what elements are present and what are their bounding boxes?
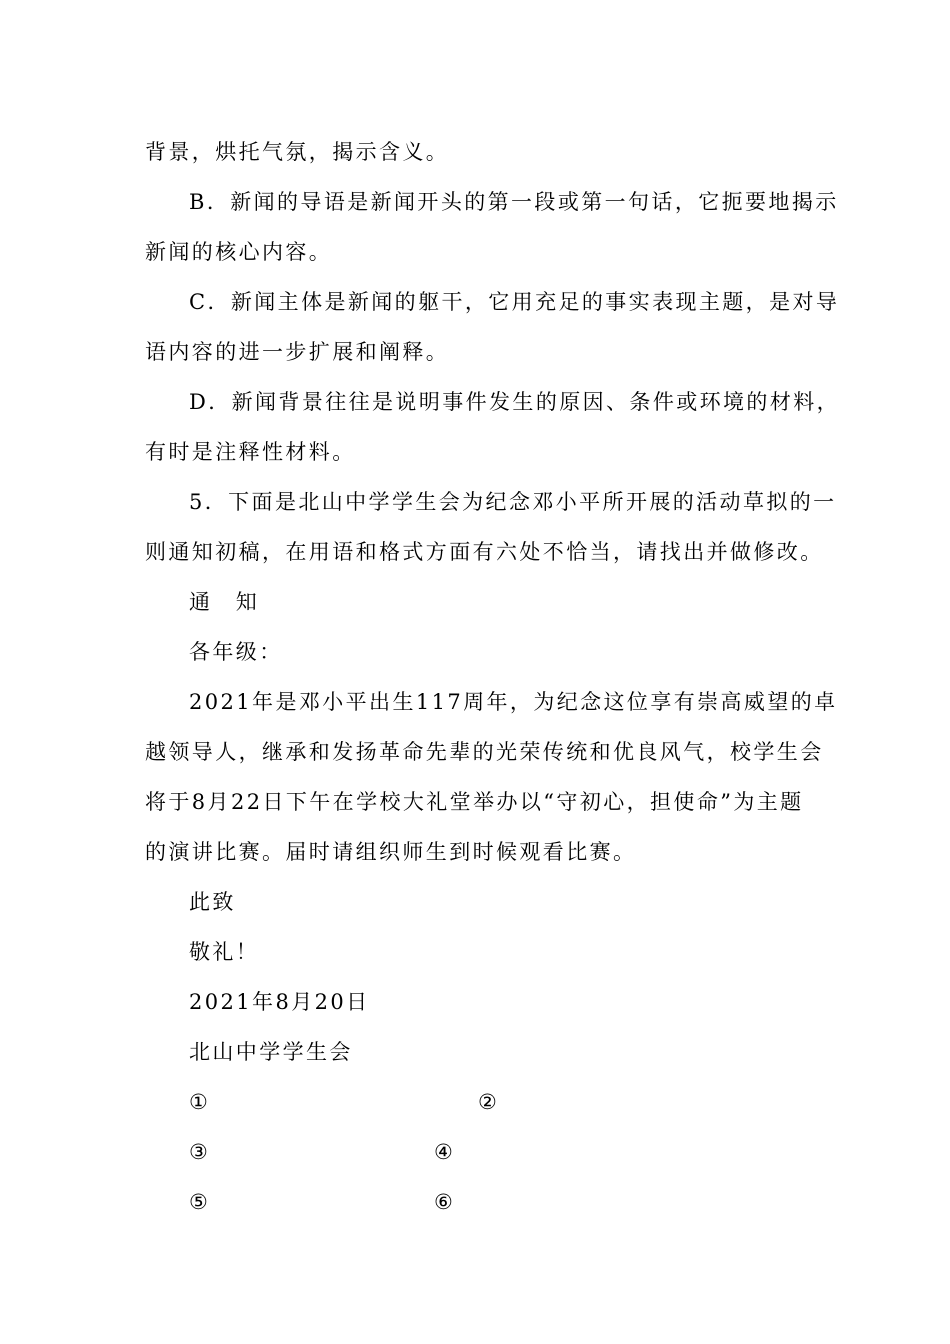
- answer-blank-4[interactable]: ④: [434, 1140, 453, 1164]
- notice-date: 2021年8月20日: [189, 990, 370, 1014]
- answer-blank-3[interactable]: ③: [189, 1140, 208, 1164]
- notice-title: 通 知: [189, 590, 260, 614]
- text-line: 语内容的进一步扩展和阐释。: [145, 340, 450, 364]
- notice-body-line: 越领导人，继承和发扬革命先辈的光荣传统和优良风气，校学生会: [145, 740, 824, 764]
- question-5: 5．下面是北山中学学生会为纪念邓小平所开展的活动草拟的一: [189, 490, 837, 514]
- answer-blank-6[interactable]: ⑥: [434, 1190, 453, 1214]
- text-line: 则通知初稿，在用语和格式方面有六处不恰当，请找出并做修改。: [145, 540, 824, 564]
- text-line: 有时是注释性材料。: [145, 440, 356, 464]
- answer-blank-1[interactable]: ①: [189, 1090, 208, 1114]
- answer-blank-2[interactable]: ②: [478, 1090, 497, 1114]
- notice-regards: 敬礼！: [189, 940, 260, 964]
- text-line: 背景，烘托气氛，揭示含义。: [145, 140, 450, 164]
- notice-body-line: 2021年是邓小平出生117周年，为纪念这位享有崇高威望的卓: [189, 690, 838, 714]
- notice-salutation: 各年级：: [189, 640, 283, 664]
- answer-blank-5[interactable]: ⑤: [189, 1190, 208, 1214]
- option-b: B．新闻的导语是新闻开头的第一段或第一句话，它扼要地揭示: [189, 190, 839, 214]
- notice-body-line: 的演讲比赛。届时请组织师生到时候观看比赛。: [145, 840, 637, 864]
- text-line: 新闻的核心内容。: [145, 240, 333, 264]
- option-c: C．新闻主体是新闻的躯干，它用充足的事实表现主题，是对导: [189, 290, 840, 314]
- notice-body-line: 将于8月22日下午在学校大礼堂举办以“守初心，担使命”为主题: [145, 790, 804, 814]
- option-d: D．新闻背景往往是说明事件发生的原因、条件或环境的材料，: [189, 390, 841, 414]
- notice-closing: 此致: [189, 890, 236, 914]
- notice-signature: 北山中学学生会: [189, 1040, 353, 1064]
